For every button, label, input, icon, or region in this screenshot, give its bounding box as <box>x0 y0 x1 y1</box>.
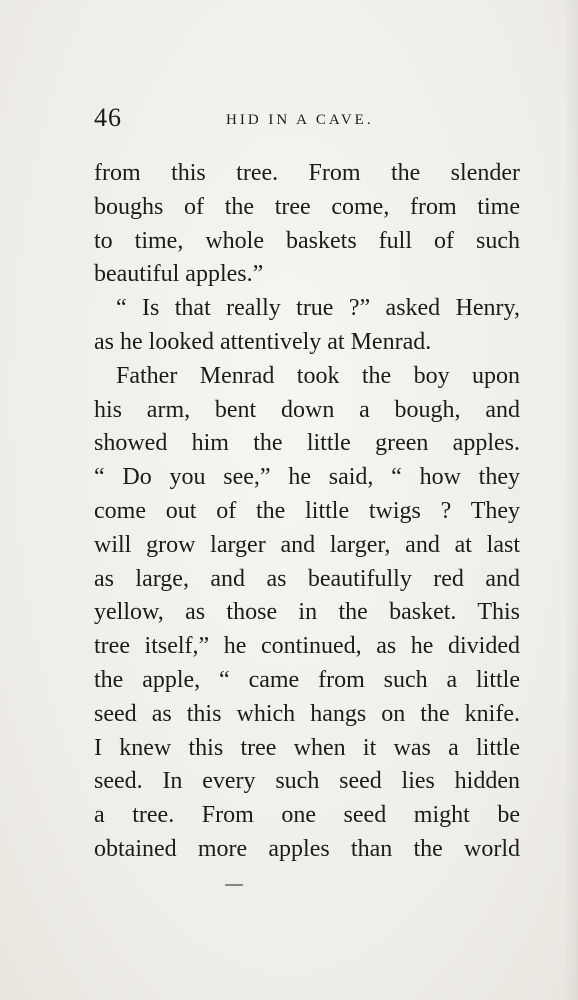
text-line: a tree. From one seed might be <box>94 802 520 829</box>
text-line: “ Do you see,” he said, “ how they <box>94 464 520 491</box>
text-line: his arm, bent down a bough, and <box>94 396 520 423</box>
text-line: “ Is that really true ?” asked Henry, <box>116 295 520 322</box>
text-line: Father Menrad took the boy upon <box>116 362 520 389</box>
page-header <box>94 103 520 137</box>
text-line: the apple, “ came from such a little <box>94 666 520 693</box>
text-line: beautiful apples.” <box>94 261 264 288</box>
page-number: 46 <box>94 103 122 132</box>
text-line: seed. In every such seed lies hidden <box>94 768 520 795</box>
text-line: come out of the little twigs ? They <box>94 497 520 524</box>
text-line: seed as this which hangs on the knife. <box>94 700 520 727</box>
text-line: tree itself,” he continued, as he divided <box>94 633 520 660</box>
text-line: obtained more apples than the world <box>94 835 520 862</box>
body-text <box>94 157 520 867</box>
text-line: from this tree. From the slender <box>94 160 520 186</box>
text-line: boughs of the tree come, from time <box>94 193 520 220</box>
text-line: to time, whole baskets full of such <box>94 227 520 254</box>
text-line: will grow larger and larger, and at last <box>94 531 520 558</box>
text-line: I knew this tree when it was a little <box>94 734 520 761</box>
text-line: yellow, as those in the basket. This <box>94 599 520 626</box>
text-line: as he looked attentively at Menrad. <box>94 328 432 355</box>
text-line: showed him the little green apples. <box>94 430 520 457</box>
footer-rule <box>225 884 243 886</box>
text-line: as large, and as beautifully red and <box>94 565 520 592</box>
running-title: HID IN A CAVE. <box>226 112 374 128</box>
